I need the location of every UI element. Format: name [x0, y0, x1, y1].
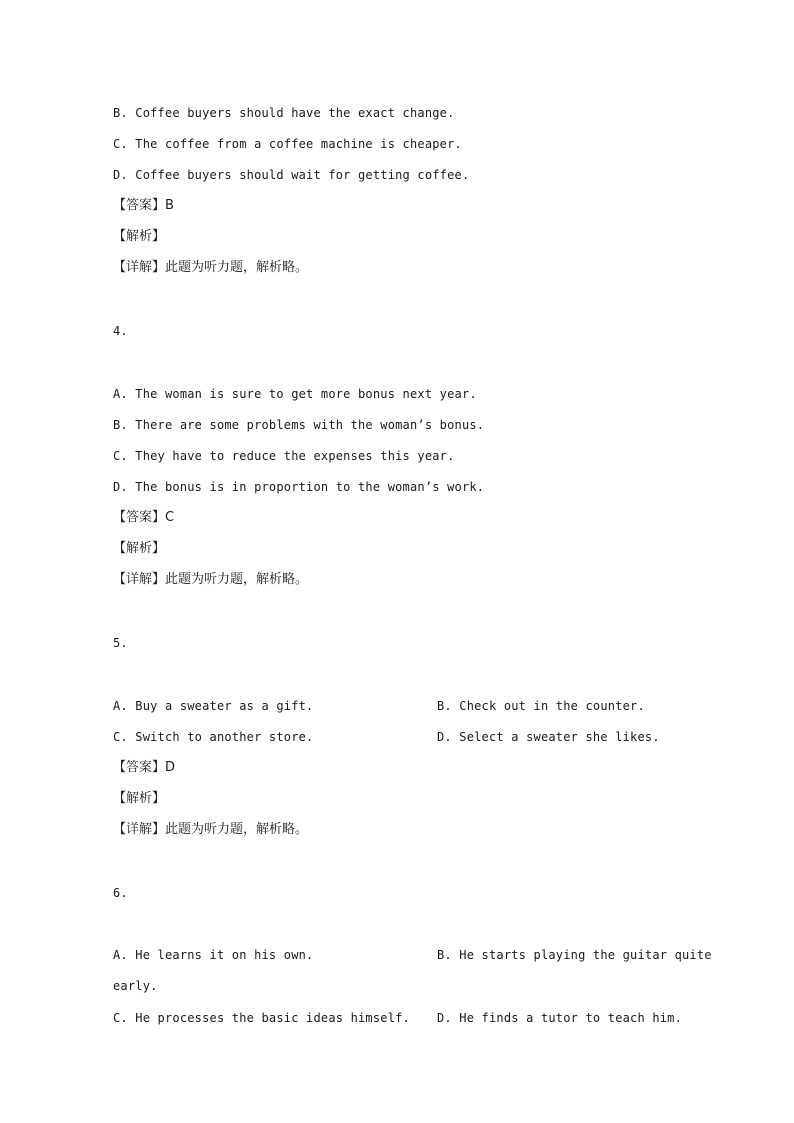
q4-option-a: A. The woman is sure to get more bonus next year. [113, 387, 477, 401]
q6-option-c: C. He processes the basic ideas himself. [113, 1011, 410, 1025]
q4-option-c: C. They have to reduce the expenses this year. [113, 449, 455, 463]
q3-option-b: B. Coffee buyers should have the exact change. [113, 106, 455, 120]
q4-detail: 【详解】此题为听力题，解析略。 [113, 572, 309, 587]
q4-answer: 【答案】C [113, 510, 175, 525]
q3-analysis-heading: 【解析】 [113, 229, 166, 244]
q3-option-d: D. Coffee buyers should wait for getting coffee. [113, 168, 470, 182]
q4-option-b: B. There are some problems with the woman’s bonus. [113, 418, 485, 432]
q3-detail: 【详解】此题为听力题，解析略。 [113, 260, 309, 275]
q3-answer: 【答案】B [113, 198, 174, 213]
q5-option-c: C. Switch to another store. [113, 730, 314, 744]
q5-analysis-heading: 【解析】 [113, 791, 166, 806]
q6-option-d: D. He finds a tutor to teach him. [437, 1011, 683, 1025]
q4-analysis-heading: 【解析】 [113, 541, 166, 556]
q6-option-a: A. He learns it on his own. [113, 948, 314, 962]
q6-option-b-continuation: early. [113, 979, 158, 993]
q5-option-a: A. Buy a sweater as a gift. [113, 699, 314, 713]
q5-answer: 【答案】D [113, 760, 176, 775]
q4-option-d: D. The bonus is in proportion to the woman’s work. [113, 480, 485, 494]
q6-option-b: B. He starts playing the guitar quite [437, 948, 712, 962]
q6-number: 6. [113, 886, 128, 900]
q5-number: 5. [113, 636, 128, 650]
q4-number: 4. [113, 324, 128, 338]
q5-detail: 【详解】此题为听力题，解析略。 [113, 822, 309, 837]
q5-option-d: D. Select a sweater she likes. [437, 730, 660, 744]
q3-option-c: C. The coffee from a coffee machine is cheaper. [113, 137, 462, 151]
q5-option-b: B. Check out in the counter. [437, 699, 645, 713]
